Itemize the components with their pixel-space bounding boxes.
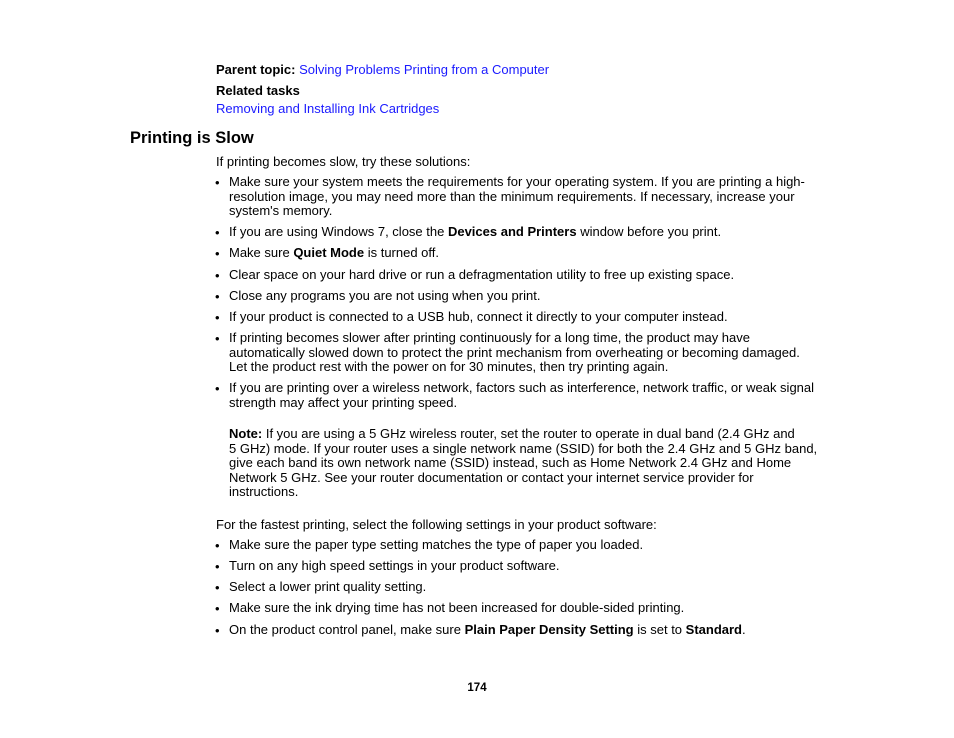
note-label: Note: <box>229 426 263 441</box>
list-item-text: Turn on any high speed settings in your product software. <box>229 558 560 573</box>
ui-term: Standard <box>685 622 742 637</box>
related-tasks-label: Related tasks <box>216 83 300 98</box>
note-text: If you are using a 5 GHz wireless router, set the router to operate in dual band (2.4 GHz and <box>262 426 795 441</box>
related-task-line <box>216 101 439 116</box>
list-item-text: Clear space on your hard drive or run a defragmentation utility to free up existing space. <box>229 267 735 282</box>
bullet-marker: • <box>215 289 220 304</box>
list-item-text: . <box>742 622 746 637</box>
list-item <box>229 310 829 325</box>
list-item-line: If you are printing over a wireless network, factors such as interference, network traffic, or weak signal <box>229 380 815 395</box>
list-item <box>229 331 829 375</box>
list-item <box>229 225 829 240</box>
list-item-text: Make sure the ink drying time has not been increased for double-sided printing. <box>229 600 685 615</box>
note-line: instructions. <box>229 484 299 500</box>
list-item-line: strength may affect your printing speed. <box>229 394 458 410</box>
list-item-text: window before you print. <box>576 224 722 239</box>
ui-term: Devices and Printers <box>447 224 577 239</box>
bullet-marker: • <box>215 381 220 396</box>
list-item-text: Make sure <box>229 245 294 260</box>
parent-topic-line <box>216 62 549 77</box>
list-item-line: resolution image, you may need more than the minimum requirements. If necessary, increase your <box>229 188 795 204</box>
list-item-text: If your product is connected to a USB hub, connect it directly to your computer instead. <box>229 309 728 324</box>
bullet-marker: • <box>215 331 220 346</box>
list-item-text: Make sure the paper type setting matches the type of paper you loaded. <box>229 537 644 552</box>
section-title: Printing is Slow <box>130 129 254 147</box>
list-item <box>229 268 829 283</box>
list-item <box>229 381 829 410</box>
list-item-text: is set to <box>633 622 686 637</box>
list-item-text: Select a lower print quality setting. <box>229 579 427 594</box>
list-item <box>229 289 829 304</box>
bullet-marker: • <box>215 623 220 638</box>
settings-intro: For the fastest printing, select the following settings in your product software: <box>216 517 657 532</box>
bullet-marker: • <box>215 175 220 190</box>
note-block <box>229 427 829 500</box>
parent-topic-link[interactable]: Solving Problems Printing from a Computer <box>299 62 550 77</box>
list-item-line: system's memory. <box>229 203 333 219</box>
list-item <box>229 623 829 638</box>
bullet-marker: • <box>215 310 220 325</box>
bullet-marker: • <box>215 580 220 595</box>
ui-term: Plain Paper Density Setting <box>464 622 634 637</box>
list-item-line: Make sure your system meets the requirements for your operating system. If you are printing a high- <box>229 174 805 189</box>
page-number: 174 <box>467 682 487 694</box>
list-item-line: Let the product rest with the power on for 30 minutes, then try printing again. <box>229 359 669 375</box>
list-item <box>229 246 829 261</box>
list-item-text: On the product control panel, make sure <box>229 622 465 637</box>
list-item-line: If printing becomes slower after printing continuously for a long time, the product may have <box>229 330 750 345</box>
list-item <box>229 538 829 553</box>
bullet-marker: • <box>215 538 220 553</box>
list-item-line: automatically slowed down to protect the print mechanism from overheating or becoming damaged. <box>229 344 800 360</box>
list-item-text: is turned off. <box>364 245 440 260</box>
list-item <box>229 559 829 574</box>
ui-term: Quiet Mode <box>293 245 365 260</box>
related-task-link[interactable]: Removing and Installing Ink Cartridges <box>216 101 440 116</box>
note-line: Network 5 GHz. See your router documentation or contact your internet service provider for <box>229 469 754 485</box>
section-intro: If printing becomes slow, try these solutions: <box>216 154 471 169</box>
list-item <box>229 601 829 616</box>
bullet-marker: • <box>215 601 220 616</box>
bullet-marker: • <box>215 268 220 283</box>
list-item-text: Close any programs you are not using when you print. <box>229 288 541 303</box>
list-item-text: If you are using Windows 7, close the <box>229 224 448 239</box>
bullet-marker: • <box>215 225 220 240</box>
parent-topic-label: Parent topic: <box>216 62 296 77</box>
list-item <box>229 580 829 595</box>
bullet-marker: • <box>215 559 220 574</box>
note-line: 5 GHz) mode. If your router uses a single network name (SSID) for both the 2.4 GHz and 5 GHz band, <box>229 440 818 456</box>
list-item <box>229 175 829 219</box>
bullet-marker: • <box>215 246 220 261</box>
note-line: give each band its own network name (SSID) instead, such as Home Network 2.4 GHz and Home <box>229 455 792 471</box>
